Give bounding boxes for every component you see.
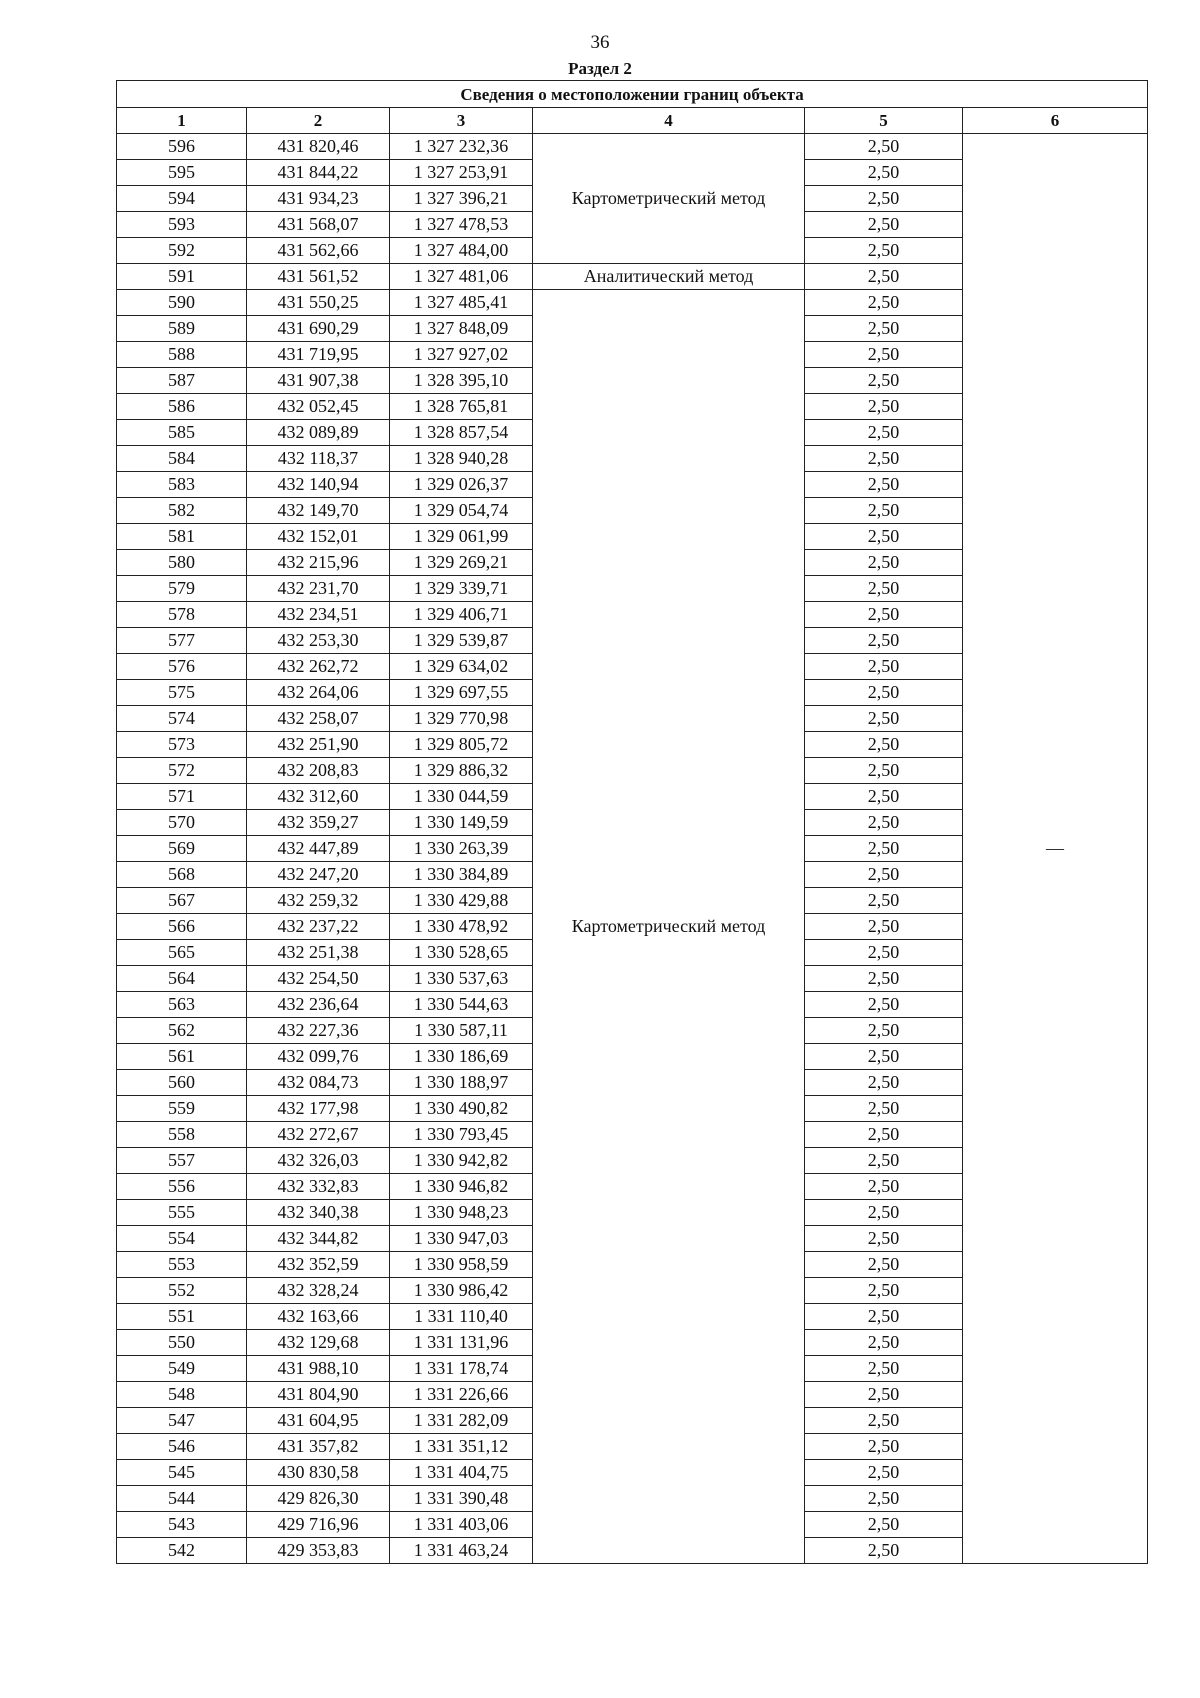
- column-header: 2: [247, 108, 390, 134]
- x-coordinate-cell: 432 254,50: [247, 966, 390, 992]
- x-coordinate-cell: 432 052,45: [247, 394, 390, 420]
- point-number-cell: 552: [117, 1278, 247, 1304]
- y-coordinate-cell: 1 329 406,71: [390, 602, 533, 628]
- y-coordinate-cell: 1 329 269,21: [390, 550, 533, 576]
- point-number-cell: 586: [117, 394, 247, 420]
- y-coordinate-cell: 1 331 178,74: [390, 1356, 533, 1382]
- y-coordinate-cell: 1 327 253,91: [390, 160, 533, 186]
- point-number-cell: 556: [117, 1174, 247, 1200]
- point-number-cell: 570: [117, 810, 247, 836]
- method-cell: Картометрический метод: [533, 134, 805, 264]
- y-coordinate-cell: 1 330 186,69: [390, 1044, 533, 1070]
- accuracy-cell: 2,50: [805, 1278, 963, 1304]
- y-coordinate-cell: 1 330 793,45: [390, 1122, 533, 1148]
- y-coordinate-cell: 1 330 384,89: [390, 862, 533, 888]
- point-number-cell: 553: [117, 1252, 247, 1278]
- point-number-cell: 551: [117, 1304, 247, 1330]
- y-coordinate-cell: 1 330 947,03: [390, 1226, 533, 1252]
- x-coordinate-cell: 432 340,38: [247, 1200, 390, 1226]
- point-number-cell: 547: [117, 1408, 247, 1434]
- accuracy-cell: 2,50: [805, 732, 963, 758]
- y-coordinate-cell: 1 330 263,39: [390, 836, 533, 862]
- y-coordinate-cell: 1 327 485,41: [390, 290, 533, 316]
- accuracy-cell: 2,50: [805, 160, 963, 186]
- point-number-cell: 591: [117, 264, 247, 290]
- x-coordinate-cell: 432 234,51: [247, 602, 390, 628]
- x-coordinate-cell: 432 264,06: [247, 680, 390, 706]
- point-number-cell: 575: [117, 680, 247, 706]
- x-coordinate-cell: 431 934,23: [247, 186, 390, 212]
- accuracy-cell: 2,50: [805, 576, 963, 602]
- accuracy-cell: 2,50: [805, 238, 963, 264]
- x-coordinate-cell: 432 215,96: [247, 550, 390, 576]
- x-coordinate-cell: 432 259,32: [247, 888, 390, 914]
- accuracy-cell: 2,50: [805, 628, 963, 654]
- point-number-cell: 579: [117, 576, 247, 602]
- y-coordinate-cell: 1 330 986,42: [390, 1278, 533, 1304]
- x-coordinate-cell: 429 826,30: [247, 1486, 390, 1512]
- accuracy-cell: 2,50: [805, 1226, 963, 1252]
- accuracy-cell: 2,50: [805, 1044, 963, 1070]
- accuracy-cell: 2,50: [805, 472, 963, 498]
- accuracy-cell: 2,50: [805, 1382, 963, 1408]
- point-number-cell: 568: [117, 862, 247, 888]
- accuracy-cell: 2,50: [805, 290, 963, 316]
- accuracy-cell: 2,50: [805, 498, 963, 524]
- method-cell: Картометрический метод: [533, 290, 805, 1564]
- x-coordinate-cell: 432 326,03: [247, 1148, 390, 1174]
- point-number-cell: 596: [117, 134, 247, 160]
- y-coordinate-cell: 1 330 537,63: [390, 966, 533, 992]
- x-coordinate-cell: 432 231,70: [247, 576, 390, 602]
- point-number-cell: 571: [117, 784, 247, 810]
- y-coordinate-cell: 1 331 131,96: [390, 1330, 533, 1356]
- x-coordinate-cell: 430 830,58: [247, 1460, 390, 1486]
- y-coordinate-cell: 1 328 395,10: [390, 368, 533, 394]
- point-number-cell: 580: [117, 550, 247, 576]
- x-coordinate-cell: 432 089,89: [247, 420, 390, 446]
- point-number-cell: 592: [117, 238, 247, 264]
- accuracy-cell: 2,50: [805, 1538, 963, 1564]
- accuracy-cell: 2,50: [805, 992, 963, 1018]
- accuracy-cell: 2,50: [805, 1330, 963, 1356]
- y-coordinate-cell: 1 330 544,63: [390, 992, 533, 1018]
- y-coordinate-cell: 1 330 528,65: [390, 940, 533, 966]
- point-number-cell: 549: [117, 1356, 247, 1382]
- accuracy-cell: 2,50: [805, 1304, 963, 1330]
- accuracy-cell: 2,50: [805, 524, 963, 550]
- accuracy-cell: 2,50: [805, 1174, 963, 1200]
- y-coordinate-cell: 1 331 463,24: [390, 1538, 533, 1564]
- point-number-cell: 550: [117, 1330, 247, 1356]
- x-coordinate-cell: 432 208,83: [247, 758, 390, 784]
- accuracy-cell: 2,50: [805, 888, 963, 914]
- x-coordinate-cell: 432 262,72: [247, 654, 390, 680]
- x-coordinate-cell: 432 247,20: [247, 862, 390, 888]
- x-coordinate-cell: 432 344,82: [247, 1226, 390, 1252]
- x-coordinate-cell: 431 357,82: [247, 1434, 390, 1460]
- accuracy-cell: 2,50: [805, 966, 963, 992]
- accuracy-cell: 2,50: [805, 784, 963, 810]
- y-coordinate-cell: 1 331 390,48: [390, 1486, 533, 1512]
- y-coordinate-cell: 1 329 026,37: [390, 472, 533, 498]
- column-header: 5: [805, 108, 963, 134]
- y-coordinate-cell: 1 329 634,02: [390, 654, 533, 680]
- point-number-cell: 563: [117, 992, 247, 1018]
- y-coordinate-cell: 1 330 490,82: [390, 1096, 533, 1122]
- point-number-cell: 577: [117, 628, 247, 654]
- point-number-cell: 582: [117, 498, 247, 524]
- point-number-cell: 557: [117, 1148, 247, 1174]
- point-number-cell: 594: [117, 186, 247, 212]
- point-number-cell: 542: [117, 1538, 247, 1564]
- section-title: Раздел 2: [568, 59, 632, 78]
- accuracy-cell: 2,50: [805, 420, 963, 446]
- y-coordinate-cell: 1 329 339,71: [390, 576, 533, 602]
- x-coordinate-cell: 432 251,90: [247, 732, 390, 758]
- accuracy-cell: 2,50: [805, 810, 963, 836]
- x-coordinate-cell: 432 253,30: [247, 628, 390, 654]
- y-coordinate-cell: 1 330 942,82: [390, 1148, 533, 1174]
- x-coordinate-cell: 432 237,22: [247, 914, 390, 940]
- y-coordinate-cell: 1 330 587,11: [390, 1018, 533, 1044]
- page-number: 36: [590, 32, 610, 53]
- column-header: 1: [117, 108, 247, 134]
- y-coordinate-cell: 1 327 484,00: [390, 238, 533, 264]
- x-coordinate-cell: 431 820,46: [247, 134, 390, 160]
- point-number-cell: 589: [117, 316, 247, 342]
- point-number-cell: 595: [117, 160, 247, 186]
- accuracy-cell: 2,50: [805, 1356, 963, 1382]
- accuracy-cell: 2,50: [805, 1486, 963, 1512]
- column-header: 4: [533, 108, 805, 134]
- y-coordinate-cell: 1 330 429,88: [390, 888, 533, 914]
- x-coordinate-cell: 432 328,24: [247, 1278, 390, 1304]
- point-number-cell: 567: [117, 888, 247, 914]
- point-number-cell: 566: [117, 914, 247, 940]
- y-coordinate-cell: 1 331 226,66: [390, 1382, 533, 1408]
- point-number-cell: 584: [117, 446, 247, 472]
- accuracy-cell: 2,50: [805, 368, 963, 394]
- method-cell: Аналитический метод: [533, 264, 805, 290]
- y-coordinate-cell: 1 331 110,40: [390, 1304, 533, 1330]
- point-number-cell: 593: [117, 212, 247, 238]
- y-coordinate-cell: 1 328 765,81: [390, 394, 533, 420]
- x-coordinate-cell: 432 099,76: [247, 1044, 390, 1070]
- accuracy-cell: 2,50: [805, 316, 963, 342]
- accuracy-cell: 2,50: [805, 1434, 963, 1460]
- point-number-cell: 572: [117, 758, 247, 784]
- point-number-cell: 564: [117, 966, 247, 992]
- y-coordinate-cell: 1 330 946,82: [390, 1174, 533, 1200]
- table-row: [117, 134, 1148, 160]
- x-coordinate-cell: 432 118,37: [247, 446, 390, 472]
- y-coordinate-cell: 1 327 232,36: [390, 134, 533, 160]
- accuracy-cell: 2,50: [805, 836, 963, 862]
- y-coordinate-cell: 1 329 061,99: [390, 524, 533, 550]
- x-coordinate-cell: 431 907,38: [247, 368, 390, 394]
- point-number-cell: 590: [117, 290, 247, 316]
- x-coordinate-cell: 431 988,10: [247, 1356, 390, 1382]
- x-coordinate-cell: 432 129,68: [247, 1330, 390, 1356]
- point-number-cell: 559: [117, 1096, 247, 1122]
- accuracy-cell: 2,50: [805, 602, 963, 628]
- column6-cell: —: [963, 134, 1148, 1564]
- y-coordinate-cell: 1 329 886,32: [390, 758, 533, 784]
- accuracy-cell: 2,50: [805, 914, 963, 940]
- accuracy-cell: 2,50: [805, 1122, 963, 1148]
- x-coordinate-cell: 432 312,60: [247, 784, 390, 810]
- x-coordinate-cell: 431 804,90: [247, 1382, 390, 1408]
- boundary-table: [116, 80, 1148, 1564]
- y-coordinate-cell: 1 327 927,02: [390, 342, 533, 368]
- y-coordinate-cell: 1 329 539,87: [390, 628, 533, 654]
- x-coordinate-cell: 431 844,22: [247, 160, 390, 186]
- y-coordinate-cell: 1 330 948,23: [390, 1200, 533, 1226]
- x-coordinate-cell: 432 152,01: [247, 524, 390, 550]
- x-coordinate-cell: 431 561,52: [247, 264, 390, 290]
- accuracy-cell: 2,50: [805, 862, 963, 888]
- accuracy-cell: 2,50: [805, 1200, 963, 1226]
- point-number-cell: 569: [117, 836, 247, 862]
- point-number-cell: 573: [117, 732, 247, 758]
- accuracy-cell: 2,50: [805, 446, 963, 472]
- y-coordinate-cell: 1 329 054,74: [390, 498, 533, 524]
- x-coordinate-cell: 432 359,27: [247, 810, 390, 836]
- accuracy-cell: 2,50: [805, 1408, 963, 1434]
- y-coordinate-cell: 1 329 697,55: [390, 680, 533, 706]
- point-number-cell: 587: [117, 368, 247, 394]
- x-coordinate-cell: 432 177,98: [247, 1096, 390, 1122]
- point-number-cell: 555: [117, 1200, 247, 1226]
- accuracy-cell: 2,50: [805, 212, 963, 238]
- accuracy-cell: 2,50: [805, 134, 963, 160]
- column-header: 6: [963, 108, 1148, 134]
- y-coordinate-cell: 1 328 857,54: [390, 420, 533, 446]
- point-number-cell: 558: [117, 1122, 247, 1148]
- accuracy-cell: 2,50: [805, 1460, 963, 1486]
- x-coordinate-cell: 432 236,64: [247, 992, 390, 1018]
- x-coordinate-cell: 432 163,66: [247, 1304, 390, 1330]
- accuracy-cell: 2,50: [805, 1018, 963, 1044]
- point-number-cell: 562: [117, 1018, 247, 1044]
- accuracy-cell: 2,50: [805, 550, 963, 576]
- accuracy-cell: 2,50: [805, 1512, 963, 1538]
- y-coordinate-cell: 1 327 481,06: [390, 264, 533, 290]
- x-coordinate-cell: 431 690,29: [247, 316, 390, 342]
- y-coordinate-cell: 1 330 149,59: [390, 810, 533, 836]
- y-coordinate-cell: 1 330 478,92: [390, 914, 533, 940]
- point-number-cell: 585: [117, 420, 247, 446]
- x-coordinate-cell: 431 568,07: [247, 212, 390, 238]
- x-coordinate-cell: 432 227,36: [247, 1018, 390, 1044]
- x-coordinate-cell: 432 084,73: [247, 1070, 390, 1096]
- y-coordinate-cell: 1 329 805,72: [390, 732, 533, 758]
- x-coordinate-cell: 432 140,94: [247, 472, 390, 498]
- point-number-cell: 565: [117, 940, 247, 966]
- x-coordinate-cell: 432 251,38: [247, 940, 390, 966]
- x-coordinate-cell: 432 149,70: [247, 498, 390, 524]
- y-coordinate-cell: 1 330 958,59: [390, 1252, 533, 1278]
- accuracy-cell: 2,50: [805, 680, 963, 706]
- y-coordinate-cell: 1 327 396,21: [390, 186, 533, 212]
- x-coordinate-cell: 432 447,89: [247, 836, 390, 862]
- point-number-cell: 548: [117, 1382, 247, 1408]
- y-coordinate-cell: 1 331 282,09: [390, 1408, 533, 1434]
- x-coordinate-cell: 429 716,96: [247, 1512, 390, 1538]
- accuracy-cell: 2,50: [805, 1148, 963, 1174]
- y-coordinate-cell: 1 331 351,12: [390, 1434, 533, 1460]
- point-number-cell: 583: [117, 472, 247, 498]
- point-number-cell: 576: [117, 654, 247, 680]
- accuracy-cell: 2,50: [805, 940, 963, 966]
- accuracy-cell: 2,50: [805, 706, 963, 732]
- accuracy-cell: 2,50: [805, 186, 963, 212]
- x-coordinate-cell: 431 604,95: [247, 1408, 390, 1434]
- y-coordinate-cell: 1 331 403,06: [390, 1512, 533, 1538]
- column-header: 3: [390, 108, 533, 134]
- accuracy-cell: 2,50: [805, 1096, 963, 1122]
- x-coordinate-cell: 429 353,83: [247, 1538, 390, 1564]
- accuracy-cell: 2,50: [805, 1070, 963, 1096]
- accuracy-cell: 2,50: [805, 654, 963, 680]
- x-coordinate-cell: 431 562,66: [247, 238, 390, 264]
- x-coordinate-cell: 432 258,07: [247, 706, 390, 732]
- y-coordinate-cell: 1 330 188,97: [390, 1070, 533, 1096]
- x-coordinate-cell: 432 352,59: [247, 1252, 390, 1278]
- point-number-cell: 561: [117, 1044, 247, 1070]
- accuracy-cell: 2,50: [805, 342, 963, 368]
- accuracy-cell: 2,50: [805, 394, 963, 420]
- y-coordinate-cell: 1 331 404,75: [390, 1460, 533, 1486]
- x-coordinate-cell: 432 332,83: [247, 1174, 390, 1200]
- point-number-cell: 581: [117, 524, 247, 550]
- point-number-cell: 560: [117, 1070, 247, 1096]
- point-number-cell: 546: [117, 1434, 247, 1460]
- point-number-cell: 543: [117, 1512, 247, 1538]
- point-number-cell: 588: [117, 342, 247, 368]
- point-number-cell: 554: [117, 1226, 247, 1252]
- y-coordinate-cell: 1 327 478,53: [390, 212, 533, 238]
- accuracy-cell: 2,50: [805, 1252, 963, 1278]
- point-number-cell: 544: [117, 1486, 247, 1512]
- x-coordinate-cell: 431 719,95: [247, 342, 390, 368]
- accuracy-cell: 2,50: [805, 264, 963, 290]
- table-caption: Сведения о местоположении границ объекта: [117, 81, 1148, 108]
- point-number-cell: 545: [117, 1460, 247, 1486]
- table-body: [117, 134, 1148, 1564]
- x-coordinate-cell: 432 272,67: [247, 1122, 390, 1148]
- x-coordinate-cell: 431 550,25: [247, 290, 390, 316]
- point-number-cell: 578: [117, 602, 247, 628]
- point-number-cell: 574: [117, 706, 247, 732]
- y-coordinate-cell: 1 327 848,09: [390, 316, 533, 342]
- y-coordinate-cell: 1 329 770,98: [390, 706, 533, 732]
- accuracy-cell: 2,50: [805, 758, 963, 784]
- y-coordinate-cell: 1 328 940,28: [390, 446, 533, 472]
- y-coordinate-cell: 1 330 044,59: [390, 784, 533, 810]
